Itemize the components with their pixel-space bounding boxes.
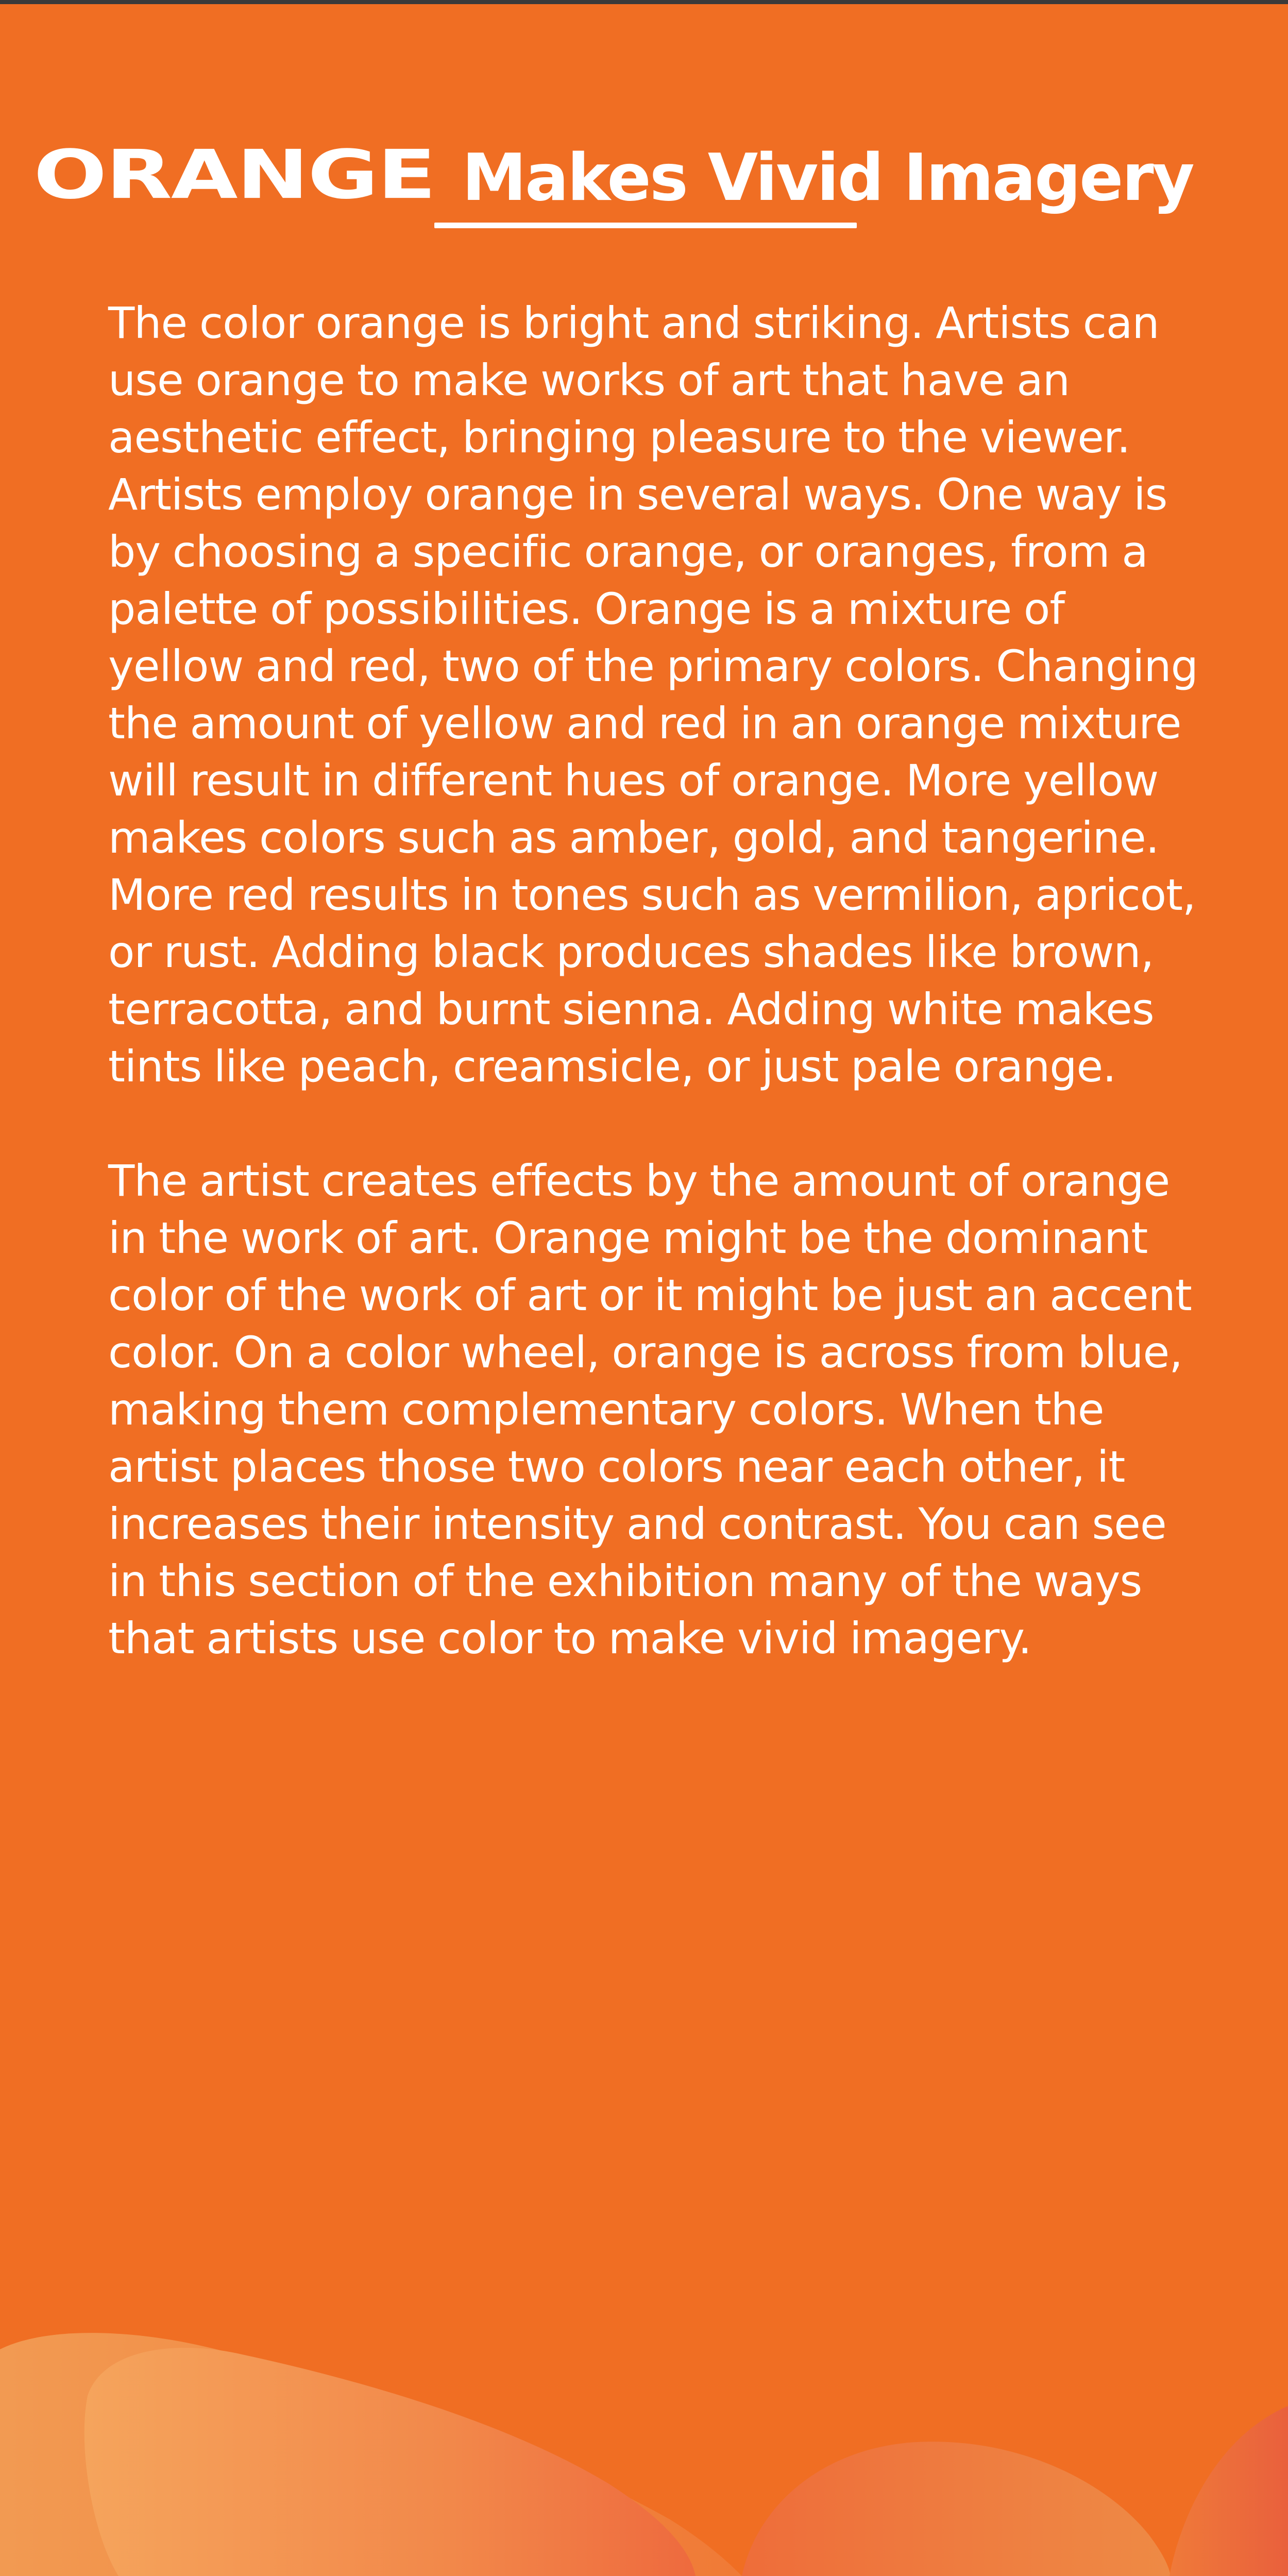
decorative-wave-shapes bbox=[0, 2277, 1288, 2576]
top-border bbox=[0, 0, 1288, 4]
title-emphasis-word: ORANGE bbox=[33, 136, 435, 214]
wave-shape-middle bbox=[742, 2442, 1171, 2576]
title-underline bbox=[434, 223, 857, 228]
wave-shape-blob bbox=[84, 2348, 696, 2576]
wave-shape-right bbox=[1170, 2406, 1288, 2576]
body-paragraph-2: The artist creates effects by the amount of orange in the work of art. Orange might be the dominant color of the work of art or it might be just an accent color. On a color wheel, orange is across from blue, making them complementary colors. When the artist places those two colors near each other, it increases their intensity and contrast. You can see in this section of the exhibition many of the ways that artists use color to make vivid imagery. bbox=[108, 1156, 1192, 1664]
panel-body bbox=[108, 295, 1200, 1667]
title-rest: Makes Vivid Imagery bbox=[462, 140, 1193, 216]
panel-title bbox=[0, 136, 1288, 216]
body-paragraph-1: The color orange is bright and striking. Artists can use orange to make works of art that have an aesthetic effect, bringing pleasure to the viewer. Artists employ orange in several ways. One way is by choosing a specific orange, or oranges, from a palette of possibilities. Orange is a mixture of yellow and red, two of the primary colors. Changing the amount of yellow and red in an orange mixture will result in different hues of orange. More yellow makes colors such as amber, gold, and tangerine. More red results in tones such as vermilion, apricot, or rust. Adding black produces shades like brown, terracotta, and burnt sienna. Adding white makes tints like peach, creamsicle, or just pale orange. bbox=[108, 298, 1198, 1092]
